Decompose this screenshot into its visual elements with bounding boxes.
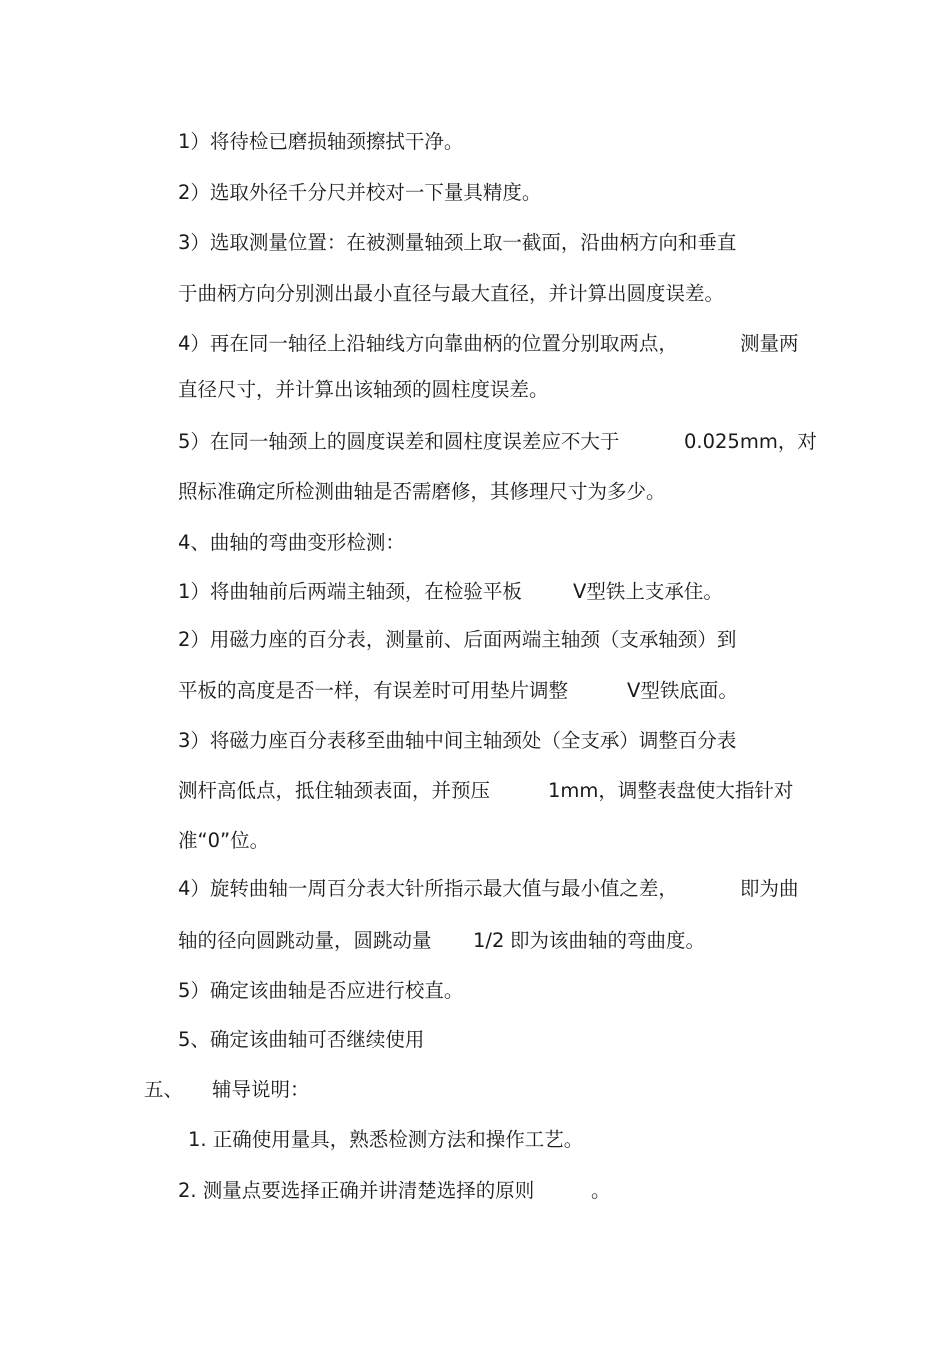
bend-step-3-end: 准“0”位。 <box>178 829 270 852</box>
step-5-line-part-2: 0.025mm，对 <box>684 430 817 453</box>
note-2-line-part-1: 2. 测量点要选择正确并讲清楚选择的原则 <box>178 1179 535 1202</box>
bend-step-3-line: 3）将磁力座百分表移至曲轴中间主轴颈处（全支承）调整百分表 <box>178 729 737 752</box>
note-2-line-part-2: 。 <box>591 1179 611 1202</box>
bend-step-4-part-2: 即为曲 <box>740 877 799 900</box>
bend-step-3-continuation-part-1: 测杆高低点，抵住轴颈表面，并预压 <box>178 779 491 802</box>
section-v-title: 辅导说明： <box>212 1078 310 1101</box>
step-5-line-part-1: 5）在同一轴颈上的圆度误差和圆柱度误差应不大于 <box>178 430 620 453</box>
bend-step-4-part-1: 4）旋转曲轴一周百分表大针所指示最大值与最小值之差， <box>178 877 678 900</box>
bend-step-4-continuation-part-1: 轴的径向圆跳动量，圆跳动量 <box>178 929 432 952</box>
bend-step-3-continuation-part-2: 1mm，调整表盘使大指针对 <box>548 779 794 802</box>
bend-step-2-continuation-part-1: 平板的高度是否一样，有误差时可用垫片调整 <box>178 679 569 702</box>
bend-step-4-continuation-part-2: 1/2 <box>473 929 505 952</box>
step-4-continuation: 直径尺寸，并计算出该轴颈的圆柱度误差。 <box>178 378 549 401</box>
section-5-heading: 5、确定该曲轴可否继续使用 <box>178 1028 425 1051</box>
bend-step-2-line: 2）用磁力座的百分表，测量前、后面两端主轴颈（支承轴颈）到 <box>178 628 737 651</box>
step-4-line-part-1: 4）再在同一轴径上沿轴线方向靠曲柄的位置分别取两点， <box>178 332 678 355</box>
note-1-line: 1. 正确使用量具，熟悉检测方法和操作工艺。 <box>188 1128 584 1151</box>
bend-step-4-continuation-part-3: 即为该曲轴的弯曲度。 <box>510 929 706 952</box>
bend-step-1-part-1: 1）将曲轴前后两端主轴颈，在检验平板 <box>178 580 522 603</box>
section-v-number: 五、 <box>144 1078 184 1101</box>
step-4-line-part-2: 测量两 <box>740 332 799 355</box>
step-2-line: 2）选取外径千分尺并校对一下量具精度。 <box>178 181 542 204</box>
step-1-line: 1）将待检已磨损轴颈擦拭干净。 <box>178 130 464 153</box>
step-5-continuation: 照标准确定所检测曲轴是否需磨修，其修理尺寸为多少。 <box>178 480 666 503</box>
section-4-heading: 4、曲轴的弯曲变形检测： <box>178 531 405 554</box>
bend-step-1-part-2: V型铁上支承住。 <box>573 580 723 603</box>
bend-step-2-continuation-part-2: V型铁底面。 <box>627 679 738 702</box>
bend-step-5-line: 5）确定该曲轴是否应进行校直。 <box>178 979 464 1002</box>
step-3-continuation: 于曲柄方向分别测出最小直径与最大直径，并计算出圆度误差。 <box>178 282 725 305</box>
step-3-line: 3）选取测量位置：在被测量轴颈上取一截面，沿曲柄方向和垂直 <box>178 231 737 254</box>
